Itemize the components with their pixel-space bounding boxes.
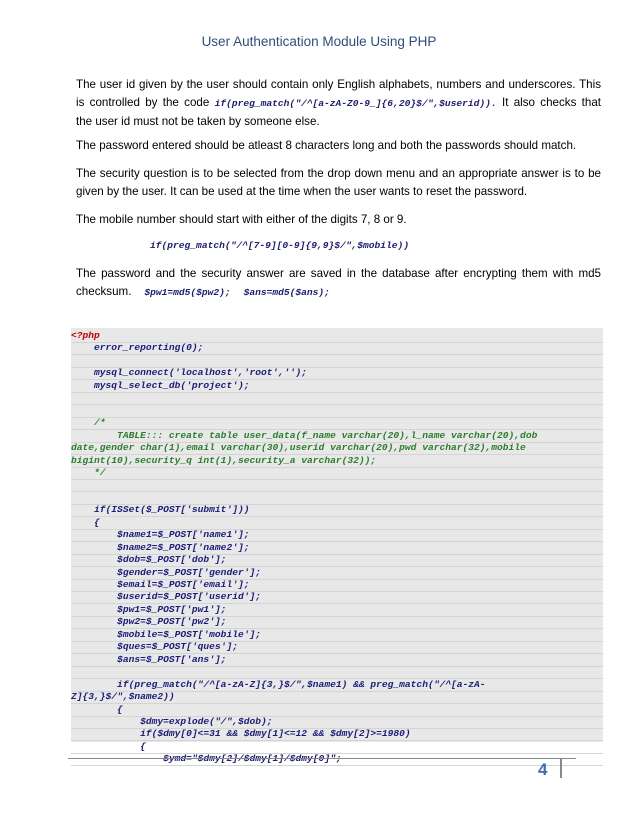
md5-ans-code: $ans=md5($ans);: [243, 287, 330, 298]
page-number-bar: [560, 758, 562, 778]
code-line: bigint(10),security_q int(1),security_a varchar(32));: [71, 455, 603, 468]
code-line: $ans=$_POST['ans'];: [71, 654, 603, 667]
paragraph-userid-text: The user id given by the user should contain only English alphabets, numbers and underscores. This is controlled by the code: [76, 78, 601, 109]
code-line: $pw2=$_POST['pw2'];: [71, 616, 603, 629]
mobile-regex-code: if(preg_match("/^[7-9][0-9]{9,9}$/",$mobile)): [150, 240, 410, 251]
code-line: [71, 392, 603, 405]
code-line: if(preg_match("/^[a-zA-Z]{3,}$/",$name1) && preg_match("/^[a-zA-: [71, 679, 603, 692]
mobile-regex-code-line: [150, 236, 600, 255]
code-line: $ques=$_POST['ques'];: [71, 641, 603, 654]
code-line: $pw1=$_POST['pw1'];: [71, 604, 603, 617]
code-line: TABLE::: create table user_data(f_name varchar(20),l_name varchar(20),dob: [71, 430, 603, 443]
code-line: /*: [71, 417, 603, 430]
code-line: [71, 355, 603, 368]
code-line: $gender=$_POST['gender'];: [71, 567, 603, 580]
code-line: $name2=$_POST['name2'];: [71, 542, 603, 555]
code-line: */: [71, 467, 603, 480]
code-line: if(ISSet($_POST['submit'])): [71, 504, 603, 517]
code-line: <?php: [71, 330, 603, 343]
code-line: date,gender char(1),email varchar(30),userid varchar(20),pwd varchar(32),mobile: [71, 442, 603, 455]
code-line: mysql_connect('localhost','root','');: [71, 367, 603, 380]
paragraph-encryption-text: The password and the security answer are saved in the database after encrypting them with md5 checksum.: [76, 267, 601, 298]
code-line: if($dmy[0]<=31 && $dmy[1]<=12 && $dmy[2]>=1980): [71, 728, 603, 741]
code-line: [71, 479, 603, 492]
code-line: mysql_select_db('project');: [71, 380, 603, 393]
code-line: [71, 666, 603, 679]
code-line: {: [71, 517, 603, 530]
code-line: $mobile=$_POST['mobile'];: [71, 629, 603, 642]
paragraph-userid-text-2: It also checks that the user id must not be taken by someone else.: [76, 96, 601, 128]
page-number: 4: [538, 760, 548, 779]
code-line: $email=$_POST['email'];: [71, 579, 603, 592]
paragraph-password: The password entered should be atleast 8 characters long and both the passwords should match.: [76, 139, 577, 152]
code-listing: [71, 328, 603, 752]
code-line: $dob=$_POST['dob'];: [71, 554, 603, 567]
paragraph-userid: [76, 76, 601, 131]
code-line: [71, 753, 603, 766]
code-line: $userid=$_POST['userid'];: [71, 591, 603, 604]
code-line: Z]{3,}$/",$name2)): [71, 691, 603, 704]
code-line: $name1=$_POST['name1'];: [71, 529, 603, 542]
paragraph-security: The security question is to be selected from the drop down menu and an appropriate answer is to be given by the user. It can be used at the time when the user wants to reset the password.: [76, 167, 601, 198]
code-line: [71, 405, 603, 418]
code-line: $dmy=explode("/",$dob);: [71, 716, 603, 729]
code-line: {: [71, 741, 603, 754]
page-header-title: User Authentication Module Using PHP: [201, 34, 437, 49]
footer-divider: [68, 758, 576, 759]
userid-regex-code: if(preg_match("/^[a-zA-Z0-9_]{6,20}$/",$userid)).: [214, 98, 497, 109]
paragraph-encryption: [76, 265, 601, 302]
code-line: [71, 492, 603, 505]
code-line: error_reporting(0);: [71, 342, 603, 355]
md5-pw-code: $pw1=md5($pw2);: [144, 287, 231, 298]
paragraph-mobile: The mobile number should start with either of the digits 7, 8 or 9.: [76, 213, 407, 226]
code-line: {: [71, 704, 603, 717]
